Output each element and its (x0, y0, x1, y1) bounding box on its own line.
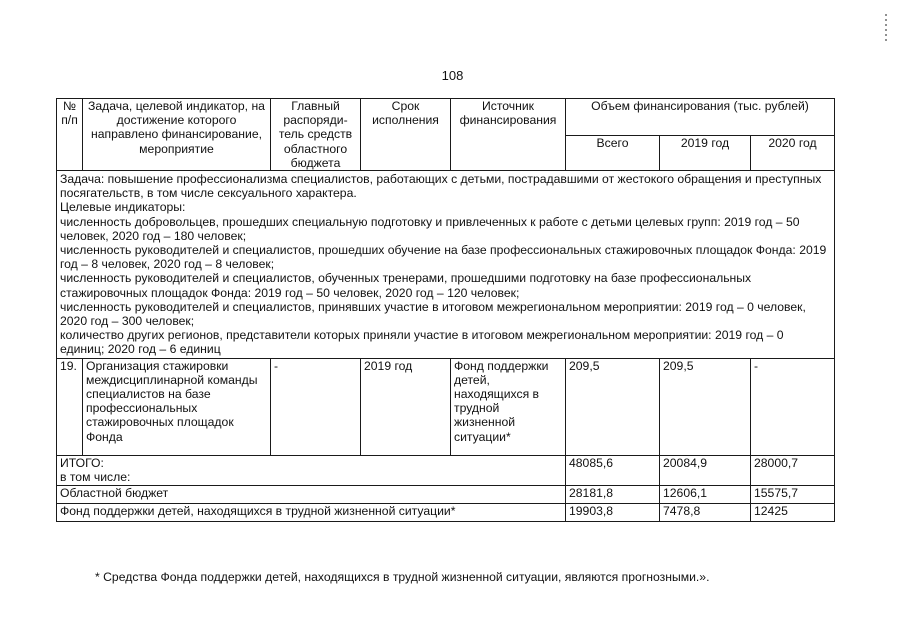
row-total: 209,5 (566, 358, 660, 455)
fund-2019: 7478,8 (660, 503, 751, 521)
regional-budget-row (57, 485, 835, 503)
row-num: 19. (57, 358, 83, 455)
task-block (57, 171, 835, 359)
indicator-volunteers: численность добровольцев, прошедших специальную подготовку и привлеченных к работе с детьми целевых групп: 2019 год – 50 человек, 2020 год – 180 человек; (60, 214, 800, 243)
totals-total: 48085,6 (566, 455, 660, 485)
indicator-final-event: численность руководителей и специалистов, принявших участие в итоговом межрегиональном мероприятии: 2019 год – 0 человек, 2020 год – 300 человек; (60, 299, 806, 329)
row-manager: - (271, 358, 361, 455)
row-2019: 209,5 (660, 358, 751, 455)
header-2019: 2019 год (660, 136, 751, 171)
row-task: Организация стажировки междисциплинарной команды специалистов на базе профессиональных стажировочных площадок Фонда (83, 358, 271, 455)
regional-budget-label: Областной бюджет (57, 485, 566, 503)
indicator-trained-fund: численность руководителей и специалистов, прошедших обучение на базе профессиональных стажировочных площадок Фонда: 2019 год – 8 человек, 2020 год – 8 человек; (60, 243, 827, 272)
header-term: Срок исполнения (361, 99, 451, 171)
financing-table (56, 98, 835, 522)
task-row (57, 171, 835, 359)
indicator-trained-trainers: численность руководителей и специалистов, обученных тренерами, прошедшими подготовку на базе профессиональных стажировочных площадок Фонда: 2019 год – 50 человек, 2020 год – 120 человек; (60, 271, 752, 300)
row-source: Фонд поддержки детей, находящихся в трудной жизненной ситуации* (451, 358, 566, 455)
totals-label-cell (57, 455, 566, 485)
header-volume: Объем финансирования (тыс. рублей) (566, 99, 835, 136)
fund-total: 19903,8 (566, 503, 660, 521)
fund-label: Фонд поддержки детей, находящихся в трудной жизненной ситуации* (57, 503, 566, 521)
header-manager: Главный распоряди-тель средств областного бюджета (271, 99, 361, 171)
regional-budget-2020: 15575,7 (751, 485, 835, 503)
row-term: 2019 год (361, 358, 451, 455)
header-total: Всего (566, 136, 660, 171)
fund-row (57, 503, 835, 521)
totals-sublabel: в том числе: (60, 469, 131, 484)
header-2020: 2020 год (751, 136, 835, 171)
page-number: 108 (441, 68, 464, 83)
header-num: № п/п (57, 99, 83, 171)
header-source: Источник финансирования (451, 99, 566, 171)
task-text: Задача: повышение профессионализма специалистов, работающих с детьми, пострадавшими от жестокого обращения и преступных посягательств, в том числе сексуального характера. (60, 172, 822, 201)
indicator-regions: количество других регионов, представители которых приняли участие в итоговом межрегиональном мероприятии: 2019 год – 0 единиц; 2020 год – 6 единиц (60, 328, 784, 357)
totals-label: ИТОГО: (60, 455, 104, 470)
totals-row (57, 455, 835, 485)
header-row-1 (57, 99, 835, 136)
row-2020: - (751, 358, 835, 455)
footnote: * Средства Фонда поддержки детей, находящихся в трудной жизненной ситуации, являются прогнозными.». (95, 570, 710, 584)
header-task: Задача, целевой индикатор, на достижение которого направлено финансирование, мероприятие (83, 99, 271, 171)
totals-2019: 20084,9 (660, 455, 751, 485)
totals-2020: 28000,7 (751, 455, 835, 485)
indicators-heading: Целевые индикаторы: (60, 200, 186, 215)
page-edge-mark (882, 14, 890, 44)
regional-budget-2019: 12606,1 (660, 485, 751, 503)
table-row (57, 358, 835, 455)
regional-budget-total: 28181,8 (566, 485, 660, 503)
fund-2020: 12425 (751, 503, 835, 521)
